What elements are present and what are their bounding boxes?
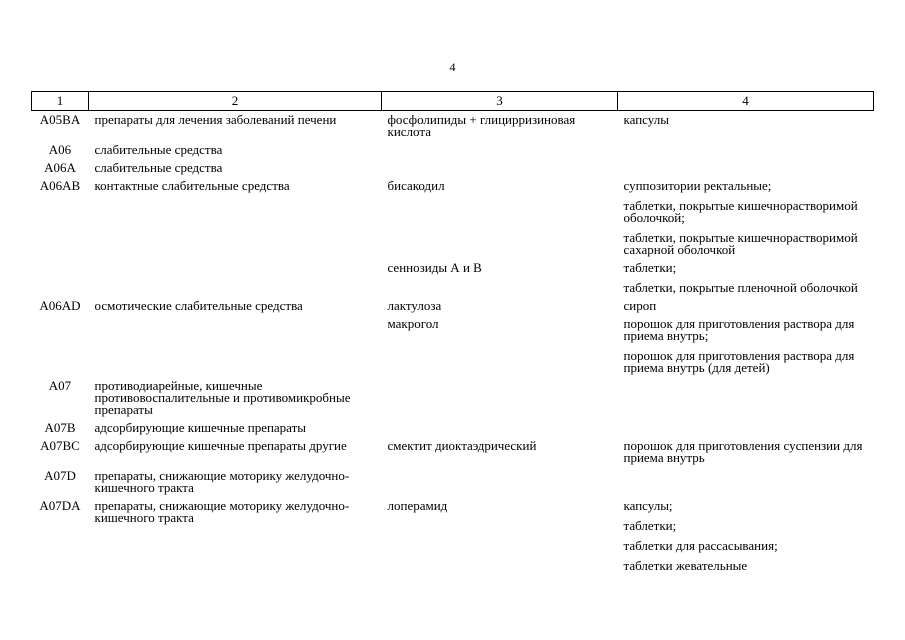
anatomical-therapeutic-group-cell	[89, 262, 382, 300]
column-header-4: 4	[618, 92, 874, 111]
dosage-form: суппозитории ректальные;	[623, 178, 772, 193]
atc-code-cell: A06AD	[39, 298, 81, 313]
substance-cell	[382, 144, 618, 162]
dosage-form-cell	[618, 180, 874, 262]
page-number: 4	[449, 60, 456, 74]
anatomical-therapeutic-group-cell: препараты для лечения заболеваний печени	[94, 112, 337, 127]
substance-name: смектит диоктаэдрический	[387, 438, 537, 453]
anatomical-therapeutic-group-cell: слабительные средства	[94, 142, 223, 157]
column-header-2: 2	[89, 92, 382, 111]
substance-cell	[382, 180, 618, 262]
table-row	[32, 111, 874, 145]
atc-code-cell: A07	[48, 378, 72, 393]
substance-name: фосфолипиды + глицирризиновая кислота	[387, 112, 576, 139]
anatomical-therapeutic-group-cell: препараты, снижающие моторику желудочно-кишечного тракта	[94, 468, 350, 495]
dosage-form-cell	[618, 318, 874, 380]
table-row	[32, 500, 874, 578]
substance-name: бисакодил	[387, 178, 445, 193]
table-body	[32, 111, 874, 579]
substance-cell	[382, 111, 618, 145]
dosage-form: таблетки, покрытые пленочной оболочкой	[623, 280, 858, 295]
substance-cell	[382, 318, 618, 380]
atc-code-cell: A07B	[44, 420, 76, 435]
table-row	[32, 180, 874, 262]
dosage-form-cell	[618, 440, 874, 470]
table-row	[32, 470, 874, 500]
header-row	[32, 92, 874, 111]
table-row	[32, 440, 874, 470]
table-row	[32, 380, 874, 422]
substance-name: макрогол	[387, 316, 439, 331]
anatomical-therapeutic-group-cell: слабительные средства	[94, 160, 223, 175]
substance-name: сеннозиды А и В	[387, 260, 482, 275]
atc-code-cell: A05BA	[39, 112, 81, 127]
substance-name: лактулоза	[387, 298, 442, 313]
dosage-form: порошок для приготовления суспензии для приема внутрь	[623, 438, 863, 465]
anatomical-therapeutic-group-cell: осмотические слабительные средства	[94, 298, 303, 313]
substance-cell	[382, 262, 618, 300]
atc-code-cell: A06	[48, 142, 72, 157]
drug-table	[31, 91, 874, 578]
anatomical-therapeutic-group-cell: контактные слабительные средства	[94, 178, 290, 193]
anatomical-therapeutic-group-cell: адсорбирующие кишечные препараты	[94, 420, 307, 435]
dosage-form: порошок для приготовления раствора для приема внутрь (для детей)	[623, 348, 855, 375]
dosage-form: капсулы;	[623, 498, 673, 513]
anatomical-therapeutic-group-cell: адсорбирующие кишечные препараты другие	[94, 438, 347, 453]
table-row	[32, 318, 874, 380]
dosage-form-cell	[618, 111, 874, 145]
column-header-3: 3	[382, 92, 618, 111]
atc-code-cell: A07BC	[40, 438, 80, 453]
dosage-form-cell	[618, 470, 874, 500]
dosage-form: таблетки;	[623, 518, 677, 533]
column-header-1: 1	[32, 92, 89, 111]
dosage-form: таблетки жевательные	[623, 558, 748, 573]
dosage-form-cell	[618, 380, 874, 422]
dosage-form-cell	[618, 500, 874, 578]
atc-code-cell	[32, 318, 89, 380]
anatomical-therapeutic-group-cell: противодиарейные, кишечные противовоспалительные и противомикробные препараты	[94, 378, 351, 417]
dosage-form: таблетки для рассасывания;	[623, 538, 778, 553]
table-header	[32, 92, 874, 111]
anatomical-therapeutic-group-cell	[89, 318, 382, 380]
substance-cell	[382, 500, 618, 578]
table-row	[32, 262, 874, 300]
atc-code-cell: A07DA	[39, 498, 81, 513]
atc-code-cell: A06AB	[39, 178, 81, 193]
dosage-form: таблетки;	[623, 260, 677, 275]
dosage-form-cell	[618, 262, 874, 300]
dosage-form: таблетки, покрытые кишечнорастворимой оболочкой;	[623, 198, 858, 225]
substance-name: лоперамид	[387, 498, 448, 513]
anatomical-therapeutic-group-cell: препараты, снижающие моторику желудочно-кишечного тракта	[94, 498, 350, 525]
dosage-form: сироп	[623, 298, 657, 313]
dosage-form: таблетки, покрытые кишечнорастворимой сахарной оболочкой	[623, 230, 858, 257]
atc-code-cell: A07D	[44, 468, 76, 483]
dosage-form-cell	[618, 144, 874, 162]
dosage-form: капсулы	[623, 112, 669, 127]
dosage-form: порошок для приготовления раствора для приема внутрь;	[623, 316, 855, 343]
atc-code-cell	[32, 262, 89, 300]
substance-cell	[382, 380, 618, 422]
substance-cell	[382, 440, 618, 470]
substance-cell	[382, 470, 618, 500]
atc-code-cell: A06A	[44, 160, 76, 175]
